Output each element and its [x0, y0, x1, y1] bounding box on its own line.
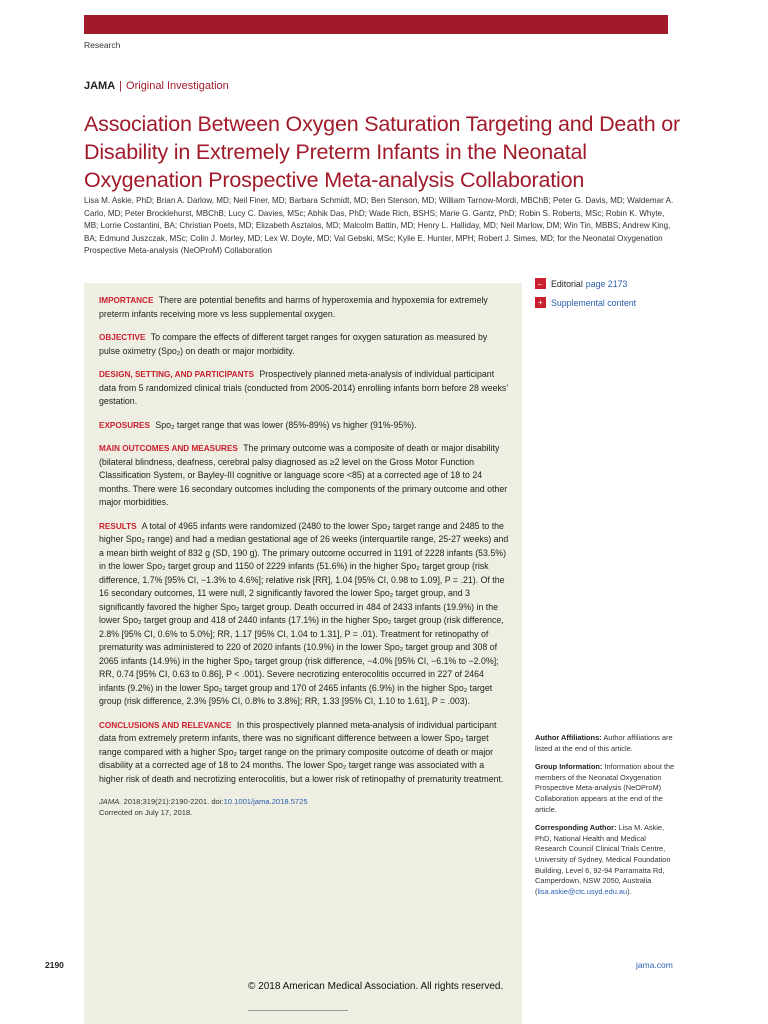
copyright: © 2018 American Medical Association. All rights reserved. [248, 981, 504, 992]
footer-divider [248, 1010, 348, 1011]
abstract-design: DESIGN, SETTING, AND PARTICIPANTS Prospectively planned meta-analysis of individual participant data from 5 randomized clinical trials (conducted from 2005-2014) enrolling infants born before 28 weeks' gestation. [99, 369, 508, 406]
abstract-box [84, 283, 522, 1024]
side-info [535, 733, 675, 905]
corresponding-email[interactable]: lisa.askie@ctc.usyd.edu.au [537, 886, 628, 896]
author-list: Lisa M. Askie, PhD; Brian A. Darlow, MD; Neil Finer, MD; Barbara Schmidt, MD; Ben Stenson, MD; William Tarnow-Mordi, MBChB; Peter G. Davis, MD; Waldemar A. Carlo, MD; Peter Brocklehurst, MBChB; Lucy C. Davies, MSc; Abhik Das, PhD; Wade Rich, BSHS; Marie G. Gantz, PhD; Robin S. Roberts, MSc; Robin K. Whyte, MB; Lorrie Costantini, BA; Christian Poets, MD; Elizabeth Asztalos, MD; Malcolm Battin, MD; Henry L. Halliday, MD; Neil Marlow, DM; Win Tin, MBBS; Andrew King, BA; Edmund Juszczak, MSc; Colin J. Morley, MD; Lex W. Doyle, MD; Val Gebski, MSc; Kylie E. Hunter, MPH; Robert J. Simes, MD; for the Neonatal Oxygenation Prospective Meta-analysis (NeOProM) Collaboration [84, 196, 674, 256]
article-title: Association Between Oxygen Saturation Targeting and Death or Disability in Extremely Preterm Infants in the Neonatal Oxygenation Prospective Meta-analysis Collaboration [84, 112, 680, 193]
journal-line [84, 80, 229, 92]
abstract-conclusions: CONCLUSIONS AND RELEVANCE In this prospectively planned meta-analysis of individual participant data from extremely preterm infants, there was no significant difference between a lower Spo₂ target range compared with a higher Spo₂ target range on the primary composite outcome of death or major disability at a corrected age of 18 to 24 months. The lower Spo₂ target range was associated with a higher risk of death and necrotizing enterocolitis, but a lower risk of retinopathy of prematurity treatment. [99, 719, 504, 784]
supplemental-link[interactable] [535, 297, 636, 308]
correction-note: Corrected on July 17, 2018. [99, 808, 193, 817]
abstract-importance: IMPORTANCE There are potential benefits and harms of hyperoxemia and hypoxemia for extremely preterm infants receiving more vs less supplemental oxygen. [99, 295, 488, 319]
arrow-left-icon: ← [536, 278, 545, 288]
page-number: 2190 [45, 960, 64, 970]
journal-separator: | [119, 80, 123, 92]
group-information: Group Information: Information about the members of the Neonatal Oxygenation Prospective Meta-analysis (NeOProM) Collaboration appears at the end of the article. [535, 762, 675, 814]
editorial-label: Editorial [551, 278, 583, 289]
aside-links [535, 278, 636, 316]
citation: JAMA. 2018;319(21):2190-2201. doi:10.1001/jama.2018.5725 Corrected on July 17, 2018. [99, 797, 308, 817]
author-affiliations: Author Affiliations: Author affiliations are listed at the end of this article. [535, 733, 673, 753]
supplemental-label[interactable]: Supplemental content [551, 297, 637, 308]
abstract-exposures: EXPOSURES Spo₂ target range that was lower (85%-89%) vs higher (91%-95%). [99, 419, 417, 430]
abstract-objective: OBJECTIVE To compare the effects of different target ranges for oxygen saturation as measured by pulse oximetry (Spo₂) on death or major morbidity. [99, 332, 488, 356]
journal-name: JAMA [84, 80, 116, 92]
editorial-page[interactable]: page 2173 [585, 278, 628, 289]
doi-link[interactable]: 10.1001/jama.2018.5725 [223, 797, 308, 806]
article-type: Original Investigation [126, 80, 229, 92]
editorial-link[interactable] [535, 278, 636, 289]
plus-icon: + [535, 297, 546, 308]
site-link[interactable]: jama.com [636, 960, 673, 970]
top-color-bar [84, 15, 668, 34]
abstract-outcomes: MAIN OUTCOMES AND MEASURES The primary outcome was a composite of death or major disability (bilateral blindness, deafness, cerebral palsy diagnosed as ≥2 level on the Gross Motor Function Classification System, or Bayley-III cognitive or language score <85) at a corrected age of 18 to 24 months. There were 16 secondary outcomes including the components of the primary outcome and other major morbidities. [99, 443, 508, 507]
abstract-results: RESULTS A total of 4965 infants were randomized (2480 to the lower Spo₂ target range and 2485 to the higher Spo₂ range) and had a median gestational age of 26 weeks (interquartile range, 25-27 weeks) and a mean birth weight of 832 g (SD, 190 g). The primary outcome occurred in 1191 of 2228 infants (53.5%) in the lower Spo₂ target group and 1150 of 2229 infants (51.6%) in the higher Spo₂ target group (risk difference, 1.7% [95% CI, −1.3% to 4.6%]; relative risk [RR], 1.04 [95% CI, 0.98 to 1.09], P = .21). Of the 16 secondary outcomes, 11 were null, 2 significantly favored the lower Spo₂ target group, and 3 significantly favored the higher Spo₂ target group. Death occurred in 484 of 2433 infants (19.9%) in the lower Spo₂ target group and 418 of 2440 infants (17.1%) in the higher Spo₂ target group (risk difference, 2.8% [95% CI, 0.6% to 5.0%]; RR, 1.17 [95% CI, 1.04 to 1.31], P = .01). Treatment for retinopathy of prematurity was administered to 220 of 2020 infants (10.9%) in the lower Spo₂ target group and 308 of 2065 infants (14.9%) in the higher Spo₂ target group (risk difference, −4.0% [95% CI, −6.1% to −2.0%]; RR, 0.74 [95% CI, 0.63 to 0.86], P < .001). Severe necrotizing enterocolitis occurred in 227 of 2464 infants (9.2%) in the lower Spo₂ target group and 170 of 2465 infants (6.9%) in the higher Spo₂ target group (risk difference, 2.3% [95% CI, 0.8% to 3.8%]; RR, 1.33 [95% CI, 1.10 to 1.61], P = .003). [99, 520, 509, 706]
section-label: Research [84, 40, 121, 50]
corresponding-author: Corresponding Author: Lisa M. Askie, PhD, National Health and Medical Research Council Clinical Trials Centre, University of Sydney, Medical Foundation Building, Level 6, 92-94 Parramatta Rd, Camperdown, NSW 2050, Australia (lisa.askie@ctc.usyd.edu.au). [535, 823, 671, 896]
